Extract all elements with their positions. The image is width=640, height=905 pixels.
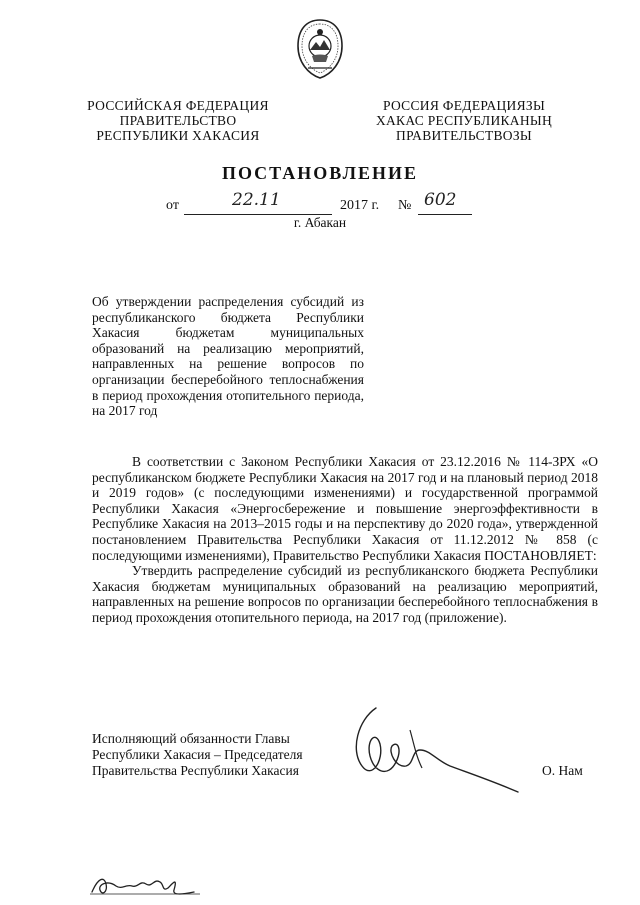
header-left-russian	[78, 98, 278, 143]
document-title: ПОСТАНОВЛЕНИЕ	[221, 163, 419, 183]
header-right-khakas	[364, 98, 564, 143]
body-paragraph-1: В соответствии с Законом Республики Хакасия от 23.12.2016 № 114-ЗРХ «О республиканском бюджете Республики Хакасия на 2017 год и на плановый период 2018 и 2019 годов» (с последующими изменениями) и государственной программой Республики Хакасия «Энергосбережение и повышение энергоэффективности в Республике Хакасия на 2013–2015 годы и на перспективу до 2020 года», утвержденной постановлением Правительства Республики Хакасия от 11.12.2012 № 858 (с последующими изменениями), Правительство Республики Хакасия ПОСТАНОВЛЯЕТ:	[92, 454, 598, 563]
body-paragraph-2: Утвердить распределение субсидий из республиканского бюджета Республики Хакасия бюджетам муниципальных образований на реализацию мероприятий, направленных на решение вопросов по организации бесперебойного теплоснабжения в период прохождения отопительного периода, на 2017 год (приложение).	[92, 563, 598, 625]
signatory-name: О. Нам	[542, 763, 583, 778]
handwritten-signature	[340, 700, 530, 810]
signatory-position-line-3: Правительства Республики Хакасия	[92, 763, 299, 778]
signatory-position-line-1: Исполняющий обязанности Главы	[92, 731, 290, 746]
city: г. Абакан	[293, 215, 347, 230]
document-body	[92, 454, 598, 626]
header-left-line-2: ПРАВИТЕЛЬСТВО	[119, 113, 237, 128]
header-right-line-2: ХАКАС РЕСПУБЛИКАНЫҢ	[375, 113, 553, 128]
date-year: 2017 г.	[340, 198, 380, 213]
header-left-line-3: РЕСПУБЛИКИ ХАКАСИЯ	[96, 128, 260, 143]
date-handwritten: 22.11	[232, 190, 281, 210]
signatory-position-line-2: Республики Хакасия – Председателя	[92, 747, 303, 762]
signatory-position	[92, 731, 332, 779]
document-subject: Об утверждении распределения субсидий из республиканского бюджета Республики Хакасия бюджетам муниципальных образований на реализацию мероприятий, направленных на решение вопросов по организации бесперебойного теплоснабжения в период прохождения отопительного периода, на 2017 год	[92, 294, 364, 419]
executor-initials-mark	[88, 870, 208, 902]
header-right-line-1: РОССИЯ ФЕДЕРАЦИЯЗЫ	[382, 98, 546, 113]
date-prefix: от	[166, 198, 179, 213]
number-sign: №	[398, 198, 412, 213]
header-right-line-3: ПРАВИТЕЛЬСТВОЗЫ	[396, 128, 532, 143]
header-left-line-1: РОССИЙСКАЯ ФЕДЕРАЦИЯ	[87, 98, 269, 113]
coat-of-arms-emblem	[292, 18, 348, 80]
number-handwritten: 602	[424, 190, 457, 210]
